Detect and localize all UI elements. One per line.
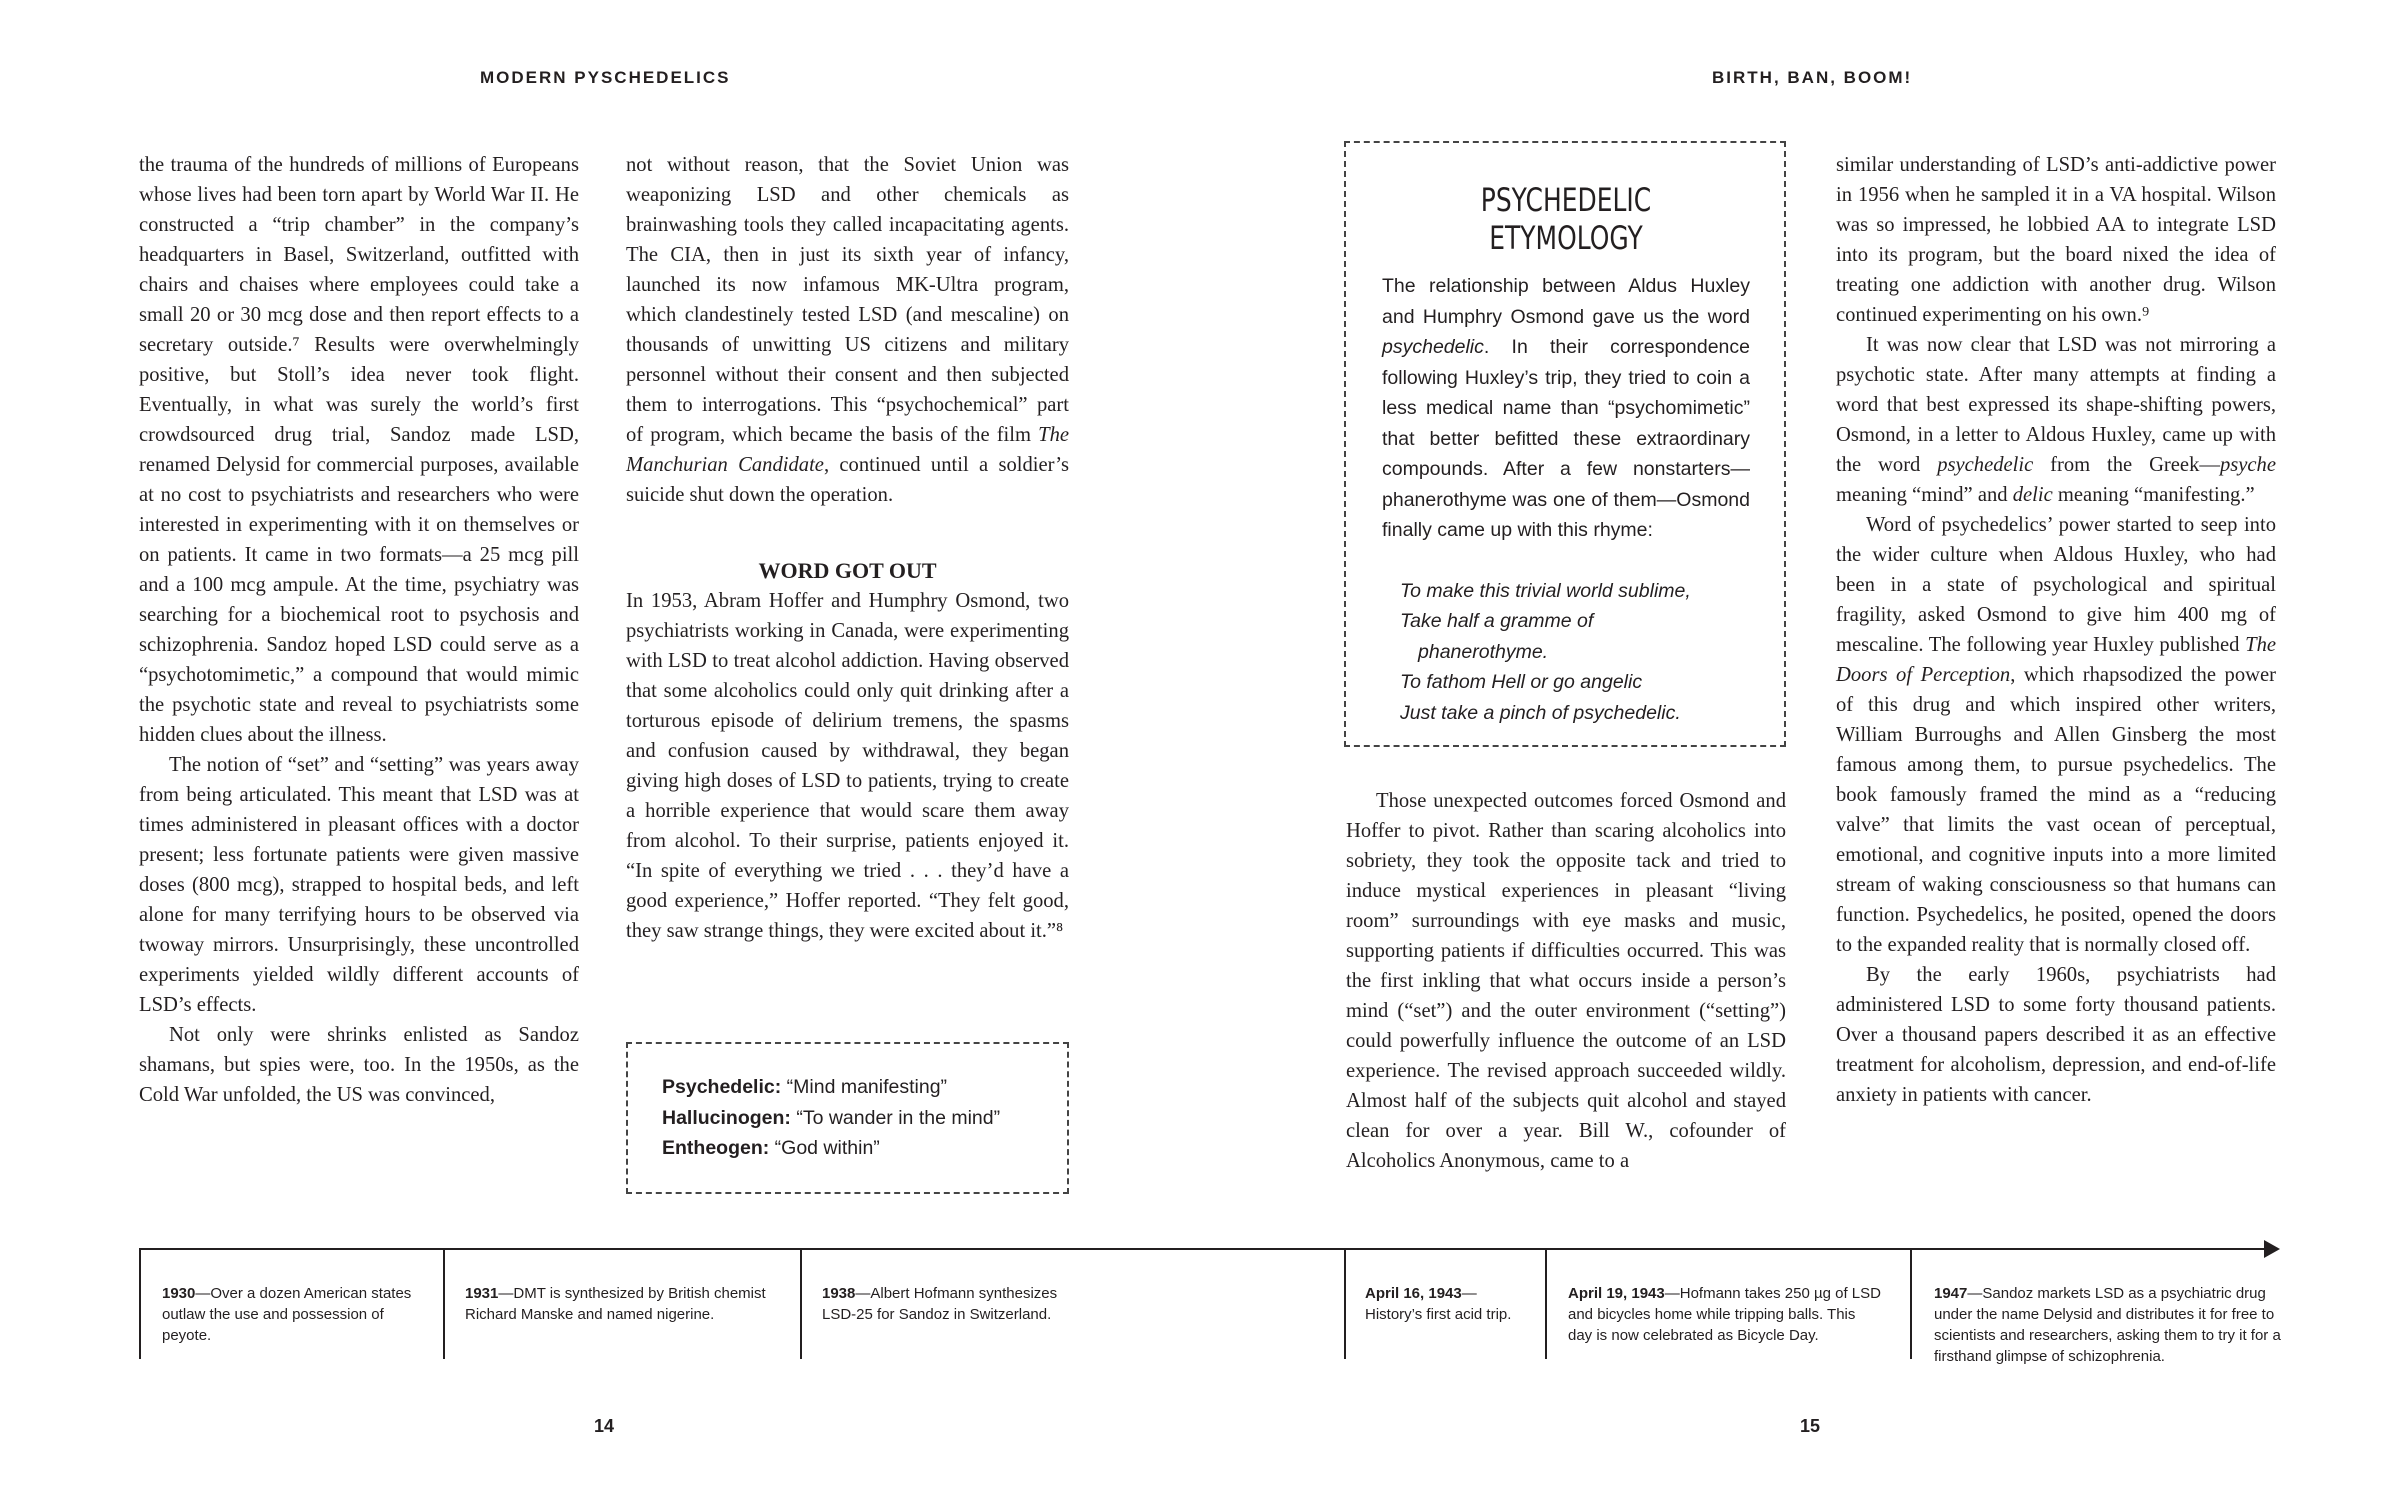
text-run: from the Greek— <box>2033 454 2220 476</box>
poem-line: To make this trivial world sublime, <box>1400 579 1691 602</box>
timeline-axis <box>139 1248 2269 1250</box>
timeline-tick <box>800 1249 802 1359</box>
term-meaning: “God within” <box>769 1137 880 1159</box>
paragraph: similar understanding of LSD’s anti-addictive power in 1956 when he sampled it in a VA hospital. Wilson was so impressed, he lobbied AA to integrate LSD into its program, but the board nixed the idea of treating one addiction with another drug. Wilson continued experimenting on his own.⁹ <box>1836 154 2276 326</box>
book-title: The Doors of Perception <box>1836 634 2276 686</box>
event-date: 1930 <box>162 1285 196 1302</box>
poem <box>1382 576 1750 729</box>
page-number-right: 15 <box>1800 1416 1821 1436</box>
paragraph: Those unexpected outcomes forced Osmond and Hoffer to pivot. Rather than scaring alcoholics into sobriety, they took the opposite tack and tried to induce mystical experiences in pleasant “living room” surroundings with eye masks and music, supporting patients if difficulties occurred. This was the first inkling that what occurs inside a person’s mind (“set”) and the outer environment (“setting”) could powerfully influence the outcome of an LSD experience. The revised approach succeeded wildly. Almost half of the subjects quit alcohol and stayed clean for over a year. Bill W., cofounder of Alcoholics Anonymous, came to a <box>1346 790 1786 1172</box>
poem-line: phanerothyme. <box>1418 640 1549 663</box>
term-line <box>662 1072 1067 1103</box>
timeline-event <box>1934 1283 2282 1367</box>
term-meaning: “Mind manifesting” <box>781 1076 948 1098</box>
event-text: —Over a dozen American states outlaw the use and possession of peyote. <box>162 1285 412 1344</box>
timeline-tick <box>139 1249 141 1359</box>
text-run: meaning “manifesting.” <box>2052 484 2255 506</box>
text-run: . In their correspondence following Huxley’s trip, they tried to coin a less medical name than “psychomimetic” that better befitted these extraordinary compounds. After a few nonstarters—phanerothyme was one of them—Osmond finally came up with this rhyme: <box>1382 336 1750 541</box>
paragraph: By the early 1960s, psychiatrists had administered LSD to some forty thousand patients. Over a thousand papers described it as an effective treatment for alcoholism, depression, and end-of-life anxiety in patients with cancer. <box>1836 964 2276 1106</box>
poem-line: To fathom Hell or go angelic <box>1400 671 1643 693</box>
timeline-tick <box>1545 1249 1547 1359</box>
term-label: Hallucinogen: <box>662 1106 791 1129</box>
sidebar-title: PSYCHEDELIC ETYMOLOGY <box>1480 181 1652 257</box>
paragraph: In 1953, Abram Hoffer and Humphry Osmond, two psychiatrists working in Canada, were experimenting with LSD to treat alcohol addiction. Having observed that some alcoholics could only quit drinking after a torturous episode of delirium tremens, the spasms and confusion caused by withdrawal, they began giving high doses of LSD to patients, trying to create a horrible experience that would scare them away from alcohol. To their surprise, patients enjoyed it. “In spite of everything we tried . . . they’d have a good experience,” Hoffer reported. “They felt good, they saw strange things, they were excited about it.”⁸ <box>626 590 1069 942</box>
film-title: The Manchurian Candidate <box>626 424 1069 476</box>
timeline-event <box>162 1283 426 1346</box>
right-page-column-2 <box>1836 150 2276 1110</box>
text-run: , which rhapsodized the power of this drug and which inspired other writers, William Burroughs and Allen Ginsberg the most famous among them, to pursue psychedelics. The book famously framed the mind as a “reducing valve” that limits the vast ocean of perceptual, emotional, and cognitive inputs into a more limited stream of waking consciousness so that humans can function. Psychedelics, he posited, opened the doors to the expanded reality that is normally closed off. <box>1836 664 2276 956</box>
running-header-right: BIRTH, BAN, BOOM! <box>1712 68 1913 87</box>
paragraph <box>1836 510 2276 960</box>
emphasized-word: psychedelic <box>1382 336 1484 358</box>
text-run: It was now clear that LSD was not mirroring a psychotic state. After many attempts at finding a word that best expressed its shape-shifting powers, Osmond, in a letter to Aldous Huxley, came up with the word <box>1836 334 2276 476</box>
emphasized-word: psychedelic <box>1937 454 2034 476</box>
event-date: April 16, 1943 <box>1365 1285 1462 1302</box>
event-date: April 19, 1943 <box>1568 1285 1665 1302</box>
sidebar-body <box>1382 271 1750 546</box>
event-text: —Albert Hofmann synthesizes LSD-25 for Sandoz in Switzerland. <box>822 1285 1058 1323</box>
paragraph <box>626 150 1069 510</box>
term-meaning: “To wander in the mind” <box>790 1106 1001 1129</box>
event-text: — History’s first acid trip. <box>1365 1285 1512 1323</box>
event-text: —Sandoz markets LSD as a psychiatric drug under the name Delysid and distributes it for free to scientists and researchers, asking them to try it for a firsthand glimpse of schizophrenia. <box>1934 1285 2281 1365</box>
event-date: 1938 <box>822 1285 856 1302</box>
event-date: 1947 <box>1934 1285 1968 1302</box>
term-label: Psychedelic: <box>662 1076 782 1098</box>
timeline-event <box>822 1283 1092 1325</box>
timeline-tick <box>1910 1249 1912 1359</box>
term-label: Entheogen: <box>662 1137 770 1159</box>
page-number-left: 14 <box>594 1416 615 1436</box>
etymology-sidebar <box>1344 141 1786 747</box>
emphasized-word: psyche <box>2219 454 2276 476</box>
paragraph: the trauma of the hundreds of millions of Europeans whose lives had been torn apart by World War II. He constructed a “trip chamber” in the company’s headquarters in Basel, Switzerland, outfitted with chairs and chaises where employees could take a small 20 or 30 mcg dose and then report effects to a secretary outside.⁷ Results were overwhelmingly positive, but Stoll’s idea never took flight. Eventually, in what was surely the world’s first crowdsourced drug trial, Sandoz made LSD, renamed Delysid for commercial purposes, available at no cost to psychiatrists and researchers who were interested in experimenting with it on themselves or on patients. It came in two formats—a 25 mcg pill and a 100 mcg ampule. At the time, psychiatry was searching for a biochemical root to psychosis and schizophrenia. Sandoz hoped LSD could serve as a “psychotomimetic,” a compound that would mimic the psychotic state and reveal to psychiatrists some hidden clues about the illness. <box>139 154 579 746</box>
poem-line: Take half a gramme of <box>1400 610 1594 632</box>
text-run: The relationship between Aldus Huxley and Humphry Osmond gave us the word <box>1382 275 1750 328</box>
left-page-column-1 <box>139 150 579 1110</box>
timeline-arrow-icon <box>2264 1240 2280 1258</box>
term-line <box>662 1133 1067 1164</box>
left-page-column-2 <box>626 150 1069 946</box>
right-page-column-1 <box>1346 786 1786 1176</box>
timeline-tick <box>443 1249 445 1359</box>
timeline-event <box>465 1283 785 1325</box>
text-run: not without reason, that the Soviet Union was weaponizing LSD and other chemicals as brainwashing tools they called incapacitating agents. The CIA, then in just its sixth year of infancy, launched its now infamous MK-Ultra program, which clandestinely tested LSD (and mescaline) on thousands of unwitting US citizens and military personnel without their consent and then subjected them to interrogations. This “psychochemical” part of program, which became the basis of the film <box>626 154 1069 446</box>
timeline-tick <box>1344 1249 1346 1359</box>
event-text: —DMT is synthesized by British chemist Richard Manske and named nigerine. <box>465 1285 766 1323</box>
event-text: —Hofmann takes 250 µg of LSD and bicycles home while tripping balls. This day is now celebrated as Bicycle Day. <box>1568 1285 1881 1344</box>
timeline-event <box>1568 1283 1882 1346</box>
paragraph: The notion of “set” and “setting” was years away from being articulated. This meant that LSD was at times administered in pleasant offices with a doctor present; less fortunate patients were given massive doses (800 mcg), strapped to hospital beds, and left alone for many terrifying hours to be observed via twoway mirrors. Unsurprisingly, these uncontrolled experiments yielded wildly different accounts of LSD’s effects. <box>139 754 579 1016</box>
emphasized-word: delic <box>2012 484 2053 506</box>
subheading: WORD GOT OUT <box>758 558 937 583</box>
event-date: 1931 <box>465 1285 499 1302</box>
paragraph <box>1836 330 2276 510</box>
paragraph: Not only were shrinks enlisted as Sandoz shamans, but spies were, too. In the 1950s, as the Cold War unfolded, the US was convinced, <box>139 1024 579 1106</box>
running-header-left: MODERN PYSCHEDELICS <box>480 68 731 87</box>
text-run: Word of psychedelics’ power started to seep into the wider culture when Aldous Huxley, who had been in a state of psychological and spiritual fragility, asked Osmond to give him 400 mg of mescaline. The following year Huxley published <box>1836 514 2276 656</box>
text-run: meaning “mind” and <box>1836 484 2013 506</box>
term-line <box>662 1103 1067 1134</box>
timeline-event <box>1365 1283 1535 1325</box>
terms-box <box>626 1042 1069 1194</box>
text-run: , continued until a soldier’s suicide shut down the operation. <box>626 454 1069 506</box>
poem-line: Just take a pinch of psychedelic. <box>1400 701 1681 724</box>
